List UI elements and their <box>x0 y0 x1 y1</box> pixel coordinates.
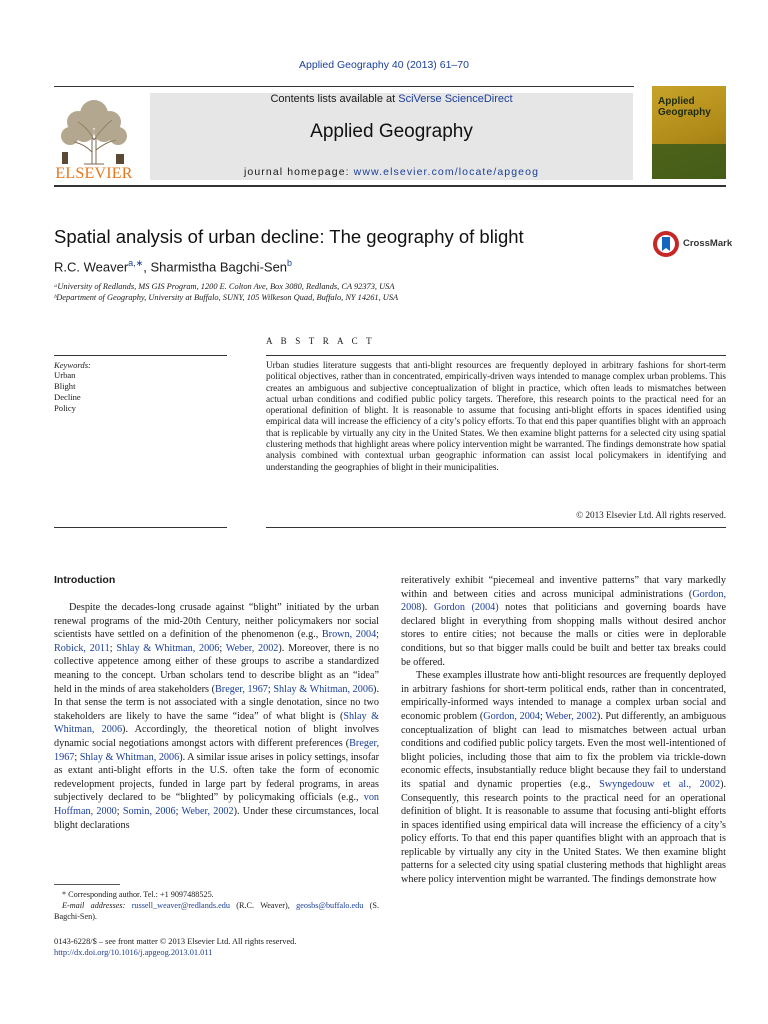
body-text: ). Moreover, there is no collective appetence among either of these groups to ascribe a standardized meaning to the concept. Urban scholars tend to describe blight as an “idea” held in the minds of area stakeholders ( <box>54 642 379 695</box>
citation-link[interactable]: Somin, 2006 <box>122 805 176 817</box>
journal-homepage <box>150 166 633 178</box>
email-label: E-mail addresses: <box>62 901 132 910</box>
email-owner: (S. Bagchi-Sen). <box>54 901 379 921</box>
affiliation-b: ᵇDepartment of Geography, University at Buffalo, SUNY, 105 Wilkeson Quad, Buffalo, NY 14261, USA <box>54 293 399 302</box>
citation-link[interactable]: Breger, 1967 <box>54 737 379 763</box>
author-affiliation-marker[interactable]: a,∗ <box>128 258 144 268</box>
keywords-label: Keywords: <box>54 360 91 370</box>
citation-link[interactable]: Swyngedouw et al., 2002 <box>599 778 721 790</box>
body-text: reiteratively exhibit “piecemeal and inventive patterns” that vary markedly within and between cities and across municipal administrations ( <box>401 575 726 600</box>
cover-title-line-2: Geography <box>658 107 711 118</box>
body-paragraph <box>401 669 726 887</box>
abstract-rule-top <box>266 355 726 356</box>
body-text: ). Under these circumstances, local blight declarations <box>54 805 379 831</box>
body-text: ). <box>421 602 434 614</box>
citation-link[interactable]: Weber, 2002 <box>181 805 234 817</box>
email-note <box>54 900 379 922</box>
keywords-rule-top <box>54 355 227 356</box>
body-text: ; <box>219 642 226 654</box>
body-column-left <box>54 601 379 832</box>
citation-link[interactable]: Shlay & Whitman, 2006 <box>54 710 379 736</box>
abstract-copyright: © 2013 Elsevier Ltd. All rights reserved. <box>576 510 726 520</box>
citation-link[interactable]: Weber, 2002 <box>225 642 279 654</box>
body-text: ). Accordingly, the theoretical notion of blight involves dynamic social negotiations amongst actors with different preferences ( <box>54 724 379 749</box>
keyword-item: Blight <box>54 381 76 391</box>
homepage-prefix: journal homepage: <box>243 166 354 178</box>
abstract-heading: A B S T R A C T <box>266 336 375 346</box>
journal-citation[interactable]: Applied Geography 40 (2013) 61–70 <box>299 59 469 71</box>
body-text: ; <box>267 683 274 695</box>
header-rule-top <box>54 86 634 87</box>
citation-link[interactable]: Shlay & Whitman, 2006 <box>116 642 220 654</box>
keyword-item: Policy <box>54 403 76 413</box>
citation-link[interactable]: Shlay & Whitman, 2006 <box>79 751 180 763</box>
body-text: ; <box>116 805 123 817</box>
body-text: ). Put differently, an ambiguous conceptualization of blight can lead to mismatches between actual urban conditions and codified public policy targets. Even the most well-intentioned of blight policies, including those that aim to fix the problem via trickle-down economic effects, insubstantially reduce blight because they fail to understand its spatial and dynamic properties (e.g., <box>401 710 726 790</box>
footnote-rule <box>54 884 120 885</box>
citation-link[interactable]: Robick, 2011 <box>54 642 110 654</box>
homepage-link[interactable]: www.elsevier.com/locate/apgeog <box>353 166 540 178</box>
body-paragraph <box>401 574 726 669</box>
corresponding-author-note: * Corresponding author. Tel.: +1 9097488525. <box>62 890 214 899</box>
citation-link[interactable]: Weber, 2002 <box>545 710 597 722</box>
cover-title-line-1: Applied <box>658 96 695 107</box>
affiliation-a: ᵃUniversity of Redlands, MS GIS Program, 1200 E. Colton Ave, Box 3080, Redlands, CA 92373, USA <box>54 282 395 291</box>
header-rule-bottom <box>54 185 726 187</box>
keyword-item: Urban <box>54 370 76 380</box>
cover-map-band <box>652 144 726 179</box>
author-affiliation-marker[interactable]: b <box>287 258 293 268</box>
body-text: ). In that sense the term is not associated with a single denotation, since no two stakeholders are likely to have the same “idea” of what blight is ( <box>54 683 379 722</box>
email-owner: (R.C. Weaver), <box>229 901 297 910</box>
abstract-text: Urban studies literature suggests that anti-blight resources are frequently deployed in arbitrary fashions for short-term political objectives, rather than in concentrated, empirically-driven ways intended to manage complex urban problems. This creates an ambiguous and subjective conceptualization of blight in practice, which often leads to mismatches between actual urban conditions and codified public policy targets. Therefore, this research points to the practical need for an operational definition of blight. It is reasonable to assume that focusing anti-blight efforts in spaces identified using empirical data will increase the efficiency of a city’s policy efforts. To that end this paper quantifies blight with an approach that is replicable by virtually any city in the United States. We then examine blight patterns for a selected city using spatial clustering methods that highlight areas where policy intervention might be warranted. The findings demonstrate how spatial analysis combined with contextual urban geographic information can assist local policymakers in identifying and understanding the geographies of blight in their municipalities. <box>266 361 726 473</box>
contents-prefix: Contents lists available at <box>270 93 399 105</box>
body-text: ; <box>74 751 80 763</box>
section-heading-introduction: Introduction <box>54 574 116 586</box>
citation-link[interactable]: Gordon, 2004 <box>483 710 540 722</box>
author-list <box>54 258 292 274</box>
body-text: ). A similar issue arises in policy settings, insofar as extant anti-blight efforts in the U.S. often take the form of economic redevelopment projects, funded in large part by federal programs, in areas subjectively declared to be “blighted” by policymaking officials (e.g., <box>54 751 379 804</box>
citation-link[interactable]: Brown, 2004 <box>321 629 377 641</box>
abstract-rule-bottom <box>266 527 726 528</box>
citation-link[interactable]: von Hoffman, 2000 <box>54 792 379 817</box>
issn-line: 0143-6228/$ – see front matter © 2013 Elsevier Ltd. All rights reserved. <box>54 937 297 946</box>
citation-link[interactable]: Gordon, 2008 <box>401 588 726 614</box>
email-link[interactable]: russell_weaver@redlands.edu <box>131 901 230 910</box>
article-title: Spatial analysis of urban decline: The geography of blight <box>54 226 524 247</box>
sciencedirect-link[interactable]: SciVerse ScienceDirect <box>398 93 513 105</box>
journal-cover-image <box>652 86 726 179</box>
journal-name: Applied Geography <box>310 121 473 142</box>
author-separator: , <box>143 259 151 275</box>
author-name[interactable]: R.C. Weaver <box>54 259 129 275</box>
citation-link[interactable]: Breger, 1967 <box>215 683 268 695</box>
body-column-right <box>401 574 726 887</box>
publisher-wordmark: ELSEVIER <box>55 165 133 182</box>
cover-title <box>658 96 724 118</box>
body-text: Despite the decades-long crusade against “blight” initiated by the urban renewal programs of the mid-20th Century, neither policymakers nor social scientists have settled on a definition of the phenomenon (e.g., <box>54 602 379 641</box>
body-text: ; <box>539 710 546 722</box>
body-text: ). Consequently, this research points to the practical need for an operational definition of blight. It is reasonable to assume that focusing anti-blight efforts in spaces identified using empirical data will increase the efficiency of a city’s policy efforts. To that end this paper quantifies blight with an approach that is replicable by virtually any city in the United States. We then examine blight patterns for a selected city using spatial clustering methods that highlight areas where policy intervention might be warranted. The findings demonstrate how <box>401 778 727 886</box>
body-text: notes that politicians and governing boards have declared blight in everything from shopping malls without desired anchor stores to entire cities; not because the malls or cities were in deplorable conditions, but so that bigger malls could be built and better tax breaks could be offered. <box>401 602 726 668</box>
body-text: ; <box>376 629 380 641</box>
body-text: ; <box>175 805 182 817</box>
contents-availability <box>150 93 633 105</box>
crossmark-label[interactable]: CrossMark <box>683 238 733 249</box>
citation-link[interactable]: Gordon (2004) <box>433 602 499 614</box>
citation-link[interactable]: Shlay & Whitman, 2006 <box>273 683 374 695</box>
keywords-rule-bottom <box>54 527 227 528</box>
keyword-item: Decline <box>54 392 81 402</box>
doi-link[interactable]: http://dx.doi.org/10.1016/j.apgeog.2013.01.011 <box>54 948 213 957</box>
body-text: These examples illustrate how anti-blight resources are frequently deployed in arbitrary fashions for short-term political ends, rather than in concentrated, empirically-informed ways intended to manage a complex urban social and economic problem ( <box>401 670 726 722</box>
author-name[interactable]: Sharmistha Bagchi-Sen <box>150 259 288 275</box>
body-paragraph <box>54 601 379 832</box>
body-text: ; <box>109 642 117 654</box>
email-link[interactable]: geosbs@buffalo.edu <box>296 901 364 910</box>
